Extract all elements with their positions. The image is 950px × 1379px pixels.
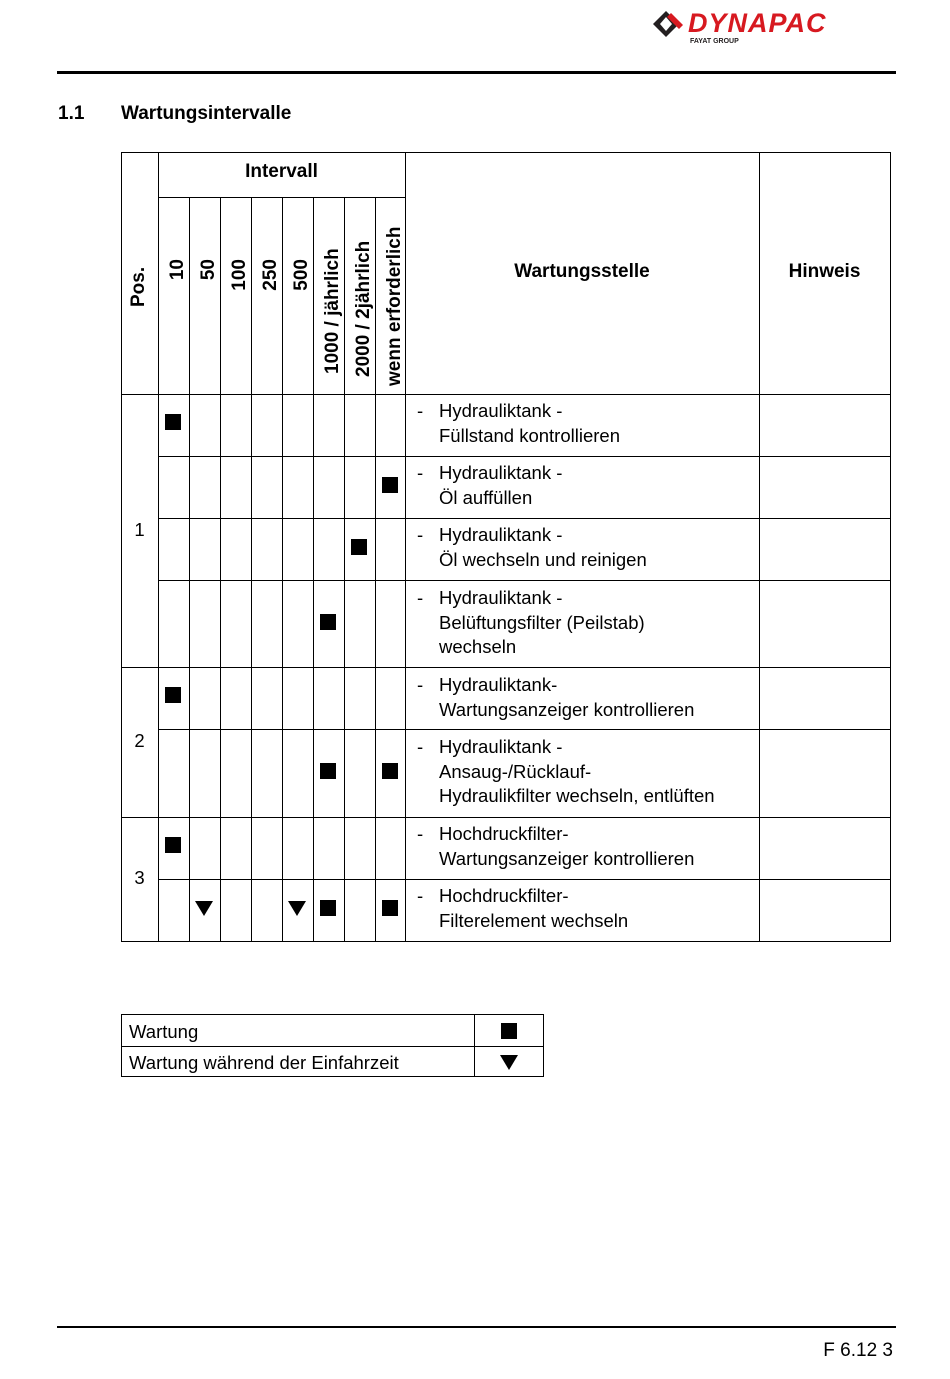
maintenance-square-icon <box>313 893 343 923</box>
task-text: Hochdruckfilter- Filterelement wechseln <box>439 885 629 931</box>
footer-rule <box>57 1326 896 1328</box>
task-dash: - <box>417 885 424 906</box>
interval-col-as-needed: wenn erforderlich <box>384 226 405 386</box>
task-text: Hydrauliktank - Ansaug-/Rücklauf- Hydraulikfilter wechseln, entlüften <box>439 736 715 806</box>
task-dash: - <box>417 823 424 844</box>
section-number: 1.1 <box>58 103 85 124</box>
task-dash: - <box>417 674 424 695</box>
task-text: Hydrauliktank- Wartungsanzeiger kontrollieren <box>439 674 695 720</box>
maintenance-square-icon <box>375 756 405 786</box>
legend-square-icon <box>494 1016 524 1046</box>
interval-col-100: 100 <box>229 259 250 291</box>
maintenance-square-icon <box>344 532 374 562</box>
interval-header: Intervall <box>245 161 318 182</box>
task-dash: - <box>417 587 424 608</box>
maintenance-square-icon <box>313 756 343 786</box>
run-in-triangle-icon <box>282 893 312 923</box>
task-dash: - <box>417 736 424 757</box>
task-text: Hydrauliktank - Öl wechseln und reinigen <box>439 524 647 570</box>
interval-col-50: 50 <box>198 259 219 281</box>
maintenance-square-icon <box>313 607 343 637</box>
maintenance-square-icon <box>158 830 188 860</box>
pos-number: 2 <box>134 730 145 751</box>
interval-col-1000: 1000 / jährlich <box>322 248 343 374</box>
page-number: F 6.12 3 <box>823 1340 893 1361</box>
task-text: Hydrauliktank - Füllstand kontrollieren <box>439 400 620 446</box>
section-title: Wartungsintervalle <box>121 103 292 124</box>
maintenance-square-icon <box>158 680 188 710</box>
interval-col-250: 250 <box>260 259 281 291</box>
pos-number: 3 <box>134 867 145 888</box>
task-dash: - <box>417 524 424 545</box>
task-text: Hochdruckfilter- Wartungsanzeiger kontrollieren <box>439 823 695 869</box>
maintenance-square-icon <box>158 407 188 437</box>
task-text: Hydrauliktank - Belüftungsfilter (Peilstab) wechseln <box>439 587 645 657</box>
legend-label: Wartung <box>129 1021 199 1042</box>
logo-subtitle: FAYAT GROUP <box>690 38 739 45</box>
dynapac-logo <box>652 8 902 48</box>
task-dash: - <box>417 462 424 483</box>
task-text: Hydrauliktank - Öl auffüllen <box>439 462 563 508</box>
legend-label: Wartung während der Einfahrzeit <box>129 1052 399 1073</box>
interval-col-2000: 2000 / 2jährlich <box>353 240 374 377</box>
note-header: Hinweis <box>788 261 861 282</box>
pos-header: Pos. <box>128 266 149 307</box>
logo-diamond-icon <box>653 11 683 37</box>
interval-col-500: 500 <box>291 259 312 291</box>
logo-wordmark: DYNAPAC <box>688 8 827 38</box>
interval-col-10: 10 <box>167 259 188 281</box>
header-rule <box>57 71 896 74</box>
pos-number: 1 <box>134 519 145 540</box>
maintenance-square-icon <box>375 470 405 500</box>
legend-triangle-icon <box>494 1047 524 1077</box>
maintenance-square-icon <box>375 893 405 923</box>
task-dash: - <box>417 400 424 421</box>
run-in-triangle-icon <box>189 893 219 923</box>
task-header: Wartungsstelle <box>514 261 650 282</box>
